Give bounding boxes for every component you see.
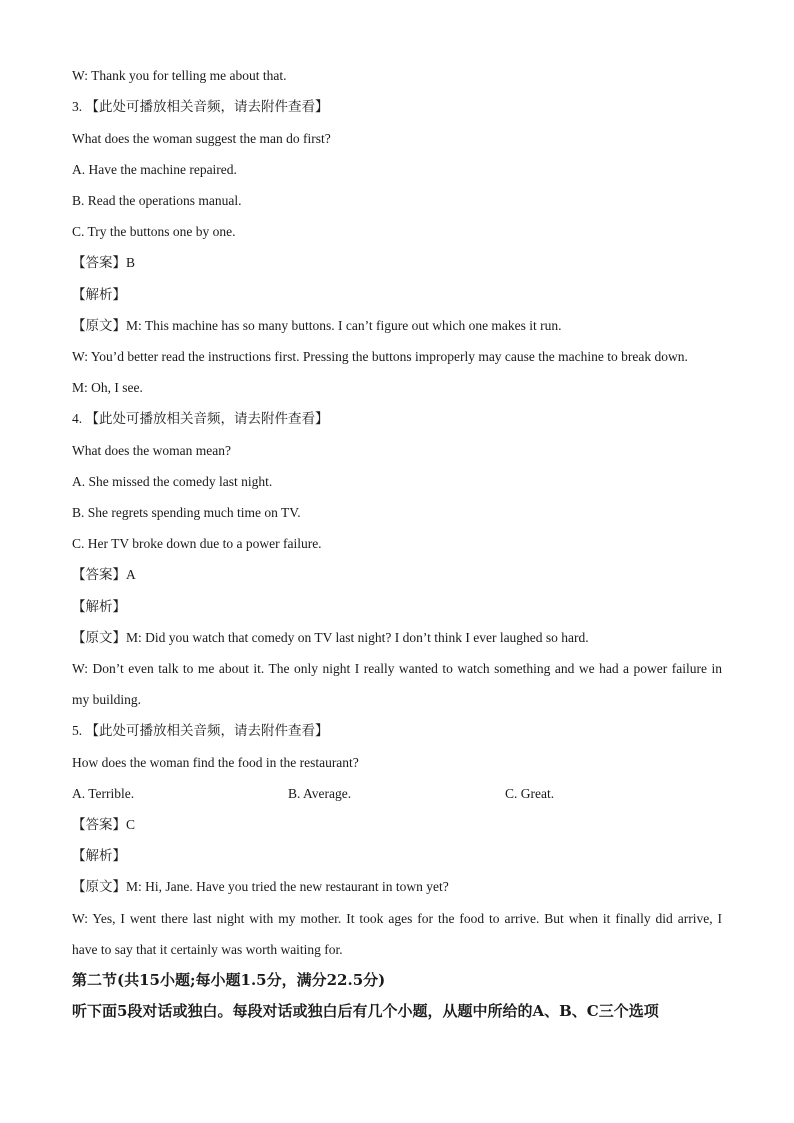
question-3-option-c: C. Try the buttons one by one. — [72, 224, 236, 239]
question-5-transcript: 【原文】M: Hi, Jane. Have you tried the new restaurant in town yet? — [72, 879, 449, 894]
question-4-option-a: A. She missed the comedy last night. — [72, 474, 273, 489]
question-5-audio-notice: 5. 【此处可播放相关音频，请去附件查看】 — [72, 723, 329, 738]
question-4-analysis-label: 【解析】 — [72, 599, 126, 614]
question-5-option-a: A. Terrible. — [72, 786, 135, 801]
question-3-audio-notice: 3. 【此处可播放相关音频，请去附件查看】 — [72, 99, 329, 114]
dialogue-line: M: Oh, I see. — [72, 380, 143, 395]
question-3-transcript: 【原文】M: This machine has so many buttons. I can’t figure out which one makes it run. — [72, 318, 562, 333]
question-4-audio-notice: 4. 【此处可播放相关音频，请去附件查看】 — [72, 411, 329, 426]
question-5-option-b: B. Average. — [288, 786, 352, 801]
question-5-answer: 【答案】C — [72, 817, 136, 832]
question-4-stem: What does the woman mean? — [72, 443, 231, 458]
dialogue-line: my building. — [72, 692, 142, 707]
question-3-option-b: B. Read the operations manual. — [72, 193, 242, 208]
dialogue-line: W: Don’t even talk to me about it. The only night I really wanted to watch something and we had a power failure in — [72, 661, 722, 676]
question-5-stem: How does the woman find the food in the restaurant? — [72, 755, 359, 770]
dialogue-line: W: Yes, I went there last night with my mother. It took ages for the food to arrive. But when it finally did arrive, I — [72, 911, 722, 926]
question-3-option-a: A. Have the machine repaired. — [72, 162, 237, 177]
dialogue-line: W: You’d better read the instructions first. Pressing the buttons improperly may cause the machine to break down. — [72, 349, 688, 364]
question-3-analysis-label: 【解析】 — [72, 287, 126, 302]
question-4-transcript: 【原文】M: Did you watch that comedy on TV last night? I don’t think I ever laughed so hard. — [72, 630, 589, 645]
question-4-option-b: B. She regrets spending much time on TV. — [72, 505, 301, 520]
dialogue-line: have to say that it certainly was worth waiting for. — [72, 942, 343, 957]
question-3-stem: What does the woman suggest the man do first? — [72, 131, 331, 146]
question-5-option-c: C. Great. — [505, 786, 555, 801]
section-two-instructions: 听下面5段对话或独白。每段对话或独白后有几个小题，从题中所给的A、B、C三个选项 — [72, 1002, 659, 1020]
question-4-answer: 【答案】A — [72, 567, 136, 582]
dialogue-line: W: Thank you for telling me about that. — [72, 68, 287, 83]
question-3-answer: 【答案】B — [72, 255, 136, 270]
section-two-heading: 第二节(共15小题;每小题1.5分，满分22.5分) — [72, 971, 386, 989]
question-4-option-c: C. Her TV broke down due to a power failure. — [72, 536, 322, 551]
question-5-analysis-label: 【解析】 — [72, 848, 126, 863]
